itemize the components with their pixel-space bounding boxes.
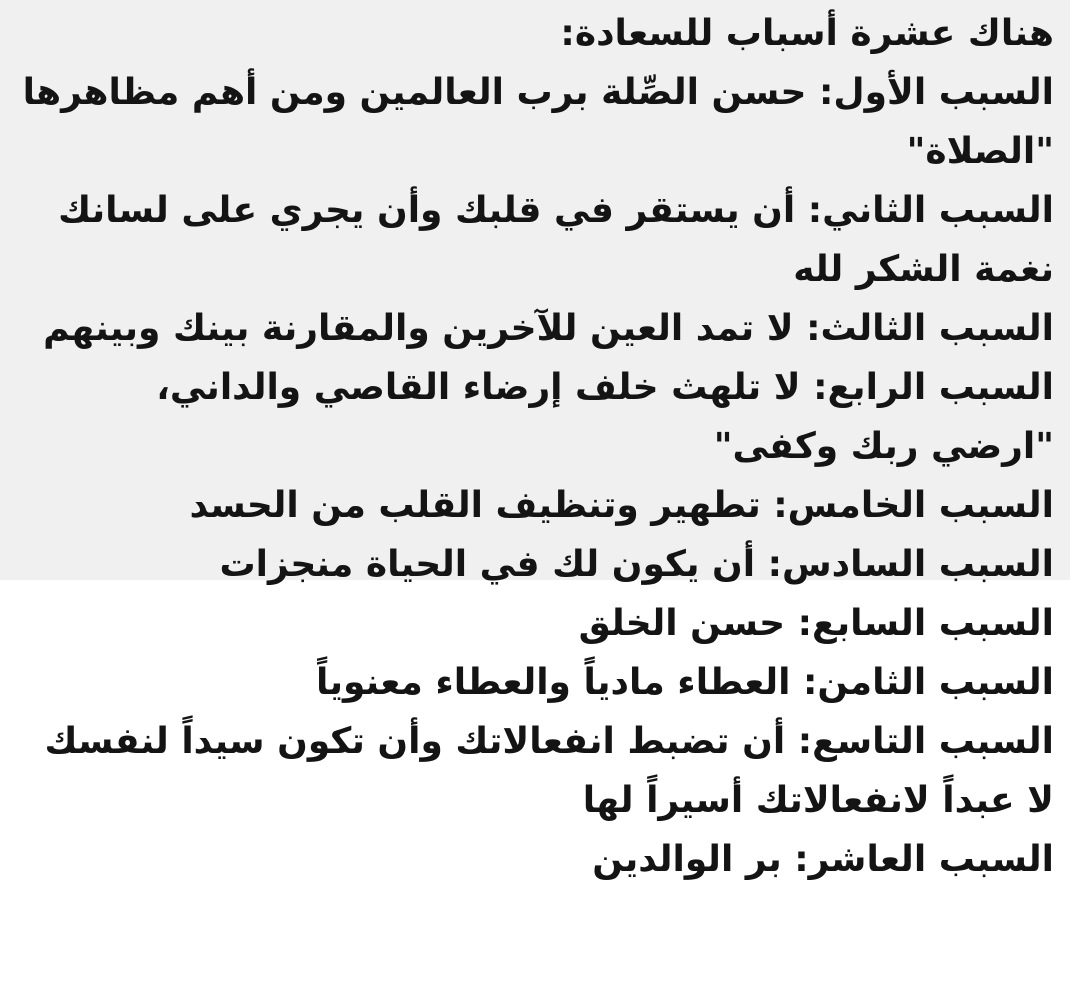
happiness-reasons-text (14, 4, 1054, 889)
reason-1-continuation: "الصلاة" (906, 131, 1054, 172)
reason-4-line: السبب الرابع: لا تلهث خلف إرضاء القاصي والداني، (156, 367, 1054, 408)
reason-2-line: السبب الثاني: أن يستقر في قلبك وأن يجري على لسانك (58, 190, 1054, 231)
reason-9-continuation: لا عبداً لانفعالاتك أسيراً لها (582, 780, 1054, 821)
reason-7-line: السبب السابع: حسن الخلق (578, 603, 1054, 644)
reason-2-continuation: نغمة الشكر لله (793, 249, 1054, 290)
reason-6-line: السبب السادس: أن يكون لك في الحياة منجزات (219, 544, 1054, 585)
reason-8-line: السبب الثامن: العطاء مادياً والعطاء معنوياً (315, 662, 1054, 703)
reason-9-line: السبب التاسع: أن تضبط انفعالاتك وأن تكون سيداً لنفسك (44, 721, 1054, 762)
intro-line: هناك عشرة أسباب للسعادة: (560, 13, 1054, 54)
reason-3-line: السبب الثالث: لا تمد العين للآخرين والمقارنة بينك وبينهم (43, 308, 1054, 349)
reason-5-line: السبب الخامس: تطهير وتنظيف القلب من الحسد (189, 485, 1054, 526)
reason-4-continuation: "ارضي ربك وكفى" (713, 426, 1054, 467)
reason-10-line: السبب العاشر: بر الوالدين (592, 839, 1054, 880)
reason-1-line: السبب الأول: حسن الصِّلة برب العالمين ومن أهم مظاهرها (22, 72, 1054, 113)
